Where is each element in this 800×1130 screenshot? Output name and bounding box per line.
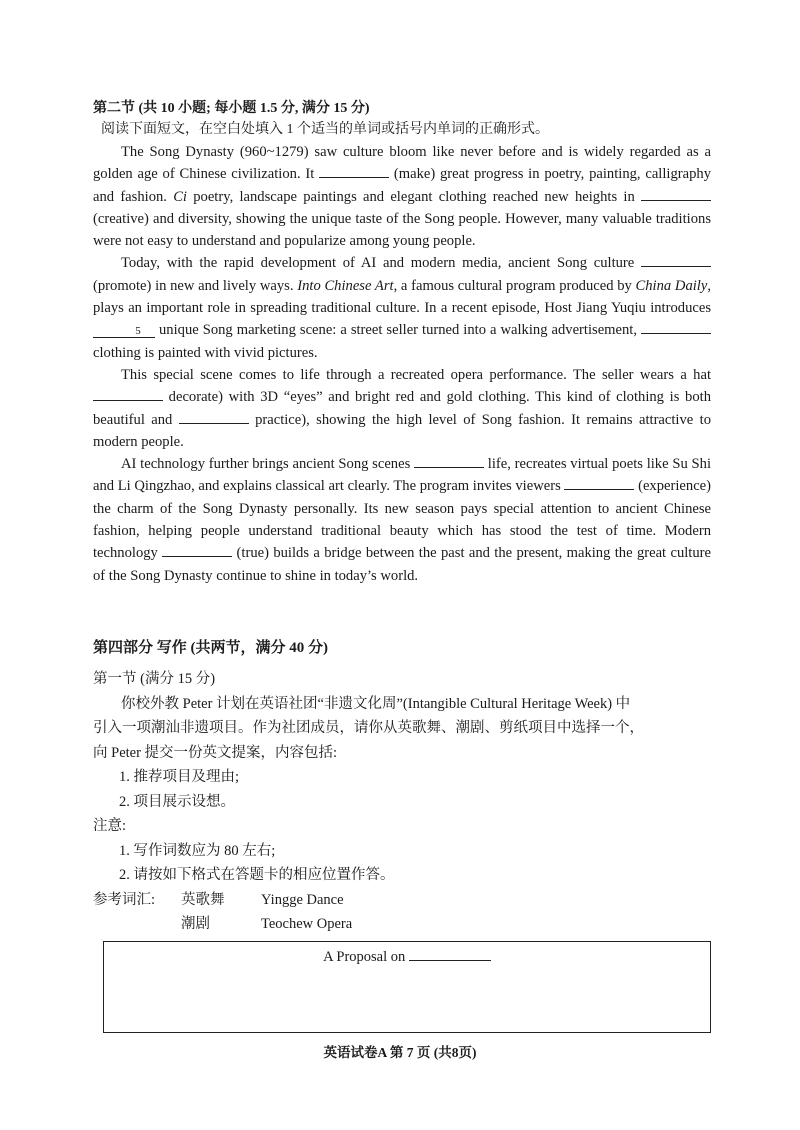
note-item: 2. 请按如下格式在答题卡的相应位置作答。 [119, 867, 395, 883]
proposal-title-blank[interactable] [409, 946, 491, 961]
answer-blank[interactable] [414, 453, 484, 468]
writing-section [93, 636, 713, 936]
vocab-en: Yingge Dance [261, 891, 344, 908]
paragraph-3: This special scene comes to life through a recreated opera performance. The seller wears a hat decorate) with 3D “eyes” and bright red and gold clothing. This kind of clothing is both beautiful and practice), showing the high level of Song fashion. It remains attractive to modern people. [93, 366, 711, 450]
vocab-row [93, 912, 713, 936]
note-item: 1. 写作词数应为 80 左右; [119, 842, 276, 859]
vocab-cn: 英歌舞 [181, 891, 225, 908]
section-heading: 第二节 (共 10 小题; 每小题 1.5 分, 满分 15 分) [93, 101, 370, 116]
answer-blank[interactable] [319, 163, 389, 178]
answer-blank[interactable] [162, 542, 232, 557]
writing-sub-heading: 第一节 (满分 15 分) [93, 671, 216, 687]
task-line: 你校外教 Peter 计划在英语社团“非遗文化周”(Intangible Cultural Heritage Week) 中 [121, 695, 631, 712]
paragraph-1: The Song Dynasty (960~1279) saw culture bloom like never before and is widely regarded as a golden age of Chinese civilization. It (make) great progress in poetry, painting, calligraphy and fashion. Ci poetry, landscape paintings and elegant clothing reached new heights in (creative) and diversity, showing the unique taste of the Song people. However, many valuable traditions were not easy to understand and popularize among young people. [93, 144, 711, 250]
answer-blank[interactable] [179, 409, 249, 424]
vocab-en: Teochew Opera [261, 915, 353, 932]
page-footer: 英语试卷A 第 7 页 (共8页) [323, 1045, 477, 1060]
answer-box[interactable] [103, 941, 711, 1033]
answer-blank[interactable] [93, 386, 163, 401]
note-label: 注意: [93, 818, 127, 834]
blank-handwritten-mark: 5 [135, 325, 141, 338]
section-instruction: 阅读下面短文，在空白处填入 1 个适当的单词或括号内单词的正确形式。 [101, 122, 549, 137]
answer-box-title: A Proposal on [104, 946, 710, 966]
vocab-row [93, 888, 713, 912]
answer-blank[interactable] [641, 319, 711, 334]
answer-blank[interactable] [564, 475, 634, 490]
writing-part-heading: 第四部分 写作 (共两节，满分 40 分) [93, 640, 328, 656]
cloze-passage [93, 141, 711, 587]
paragraph-4: AI technology further brings ancient Song scenes life, recreates virtual poets like Su Shi and Li Qingzhao, and explains classical art clearly. The program invites viewers (experience) the charm of the Song Dynasty personally. Its new season pays special attention to ancient Chinese fashion, helping people understand traditional beauty which has stood the test of time. Modern technology (true) builds a bridge between the past and the present, making the great culture of the Song Dynasty continue to shine in today’s world. [93, 453, 711, 587]
answer-blank-5[interactable] [93, 323, 155, 338]
content-point: 2. 项目展示设想。 [119, 793, 235, 810]
answer-blank[interactable] [641, 252, 711, 267]
answer-blank[interactable] [641, 186, 711, 201]
vocab-cn: 潮剧 [181, 915, 210, 932]
content-point: 1. 推荐项目及理由; [119, 769, 240, 785]
paragraph-2: Today, with the rapid development of AI and modern media, ancient Song culture (promote) in new and lively ways. Into Chinese Art, a famous cultural program produced by China Daily, plays an important role in spreading traditional culture. In a recent episode, Host Jiang Yuqiu introduces 5 unique Song marketing scene: a street seller turned into a walking advertisement, clothing is painted with vivid pictures. [93, 252, 711, 363]
task-line: 向 Peter 提交一份英文提案，内容包括: [93, 744, 338, 761]
vocab-label: 参考词汇: [93, 891, 156, 908]
task-line: 引入一项潮汕非遗项目。作为社团成员，请你从英歌舞、潮剧、剪纸项目中选择一个， [93, 720, 644, 736]
